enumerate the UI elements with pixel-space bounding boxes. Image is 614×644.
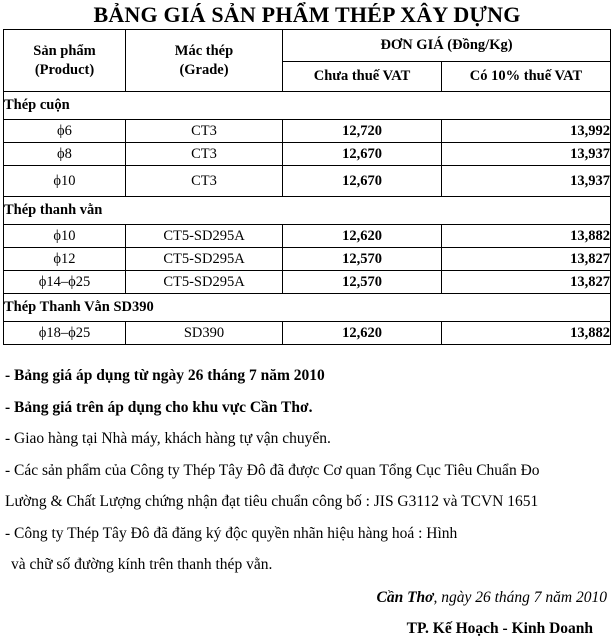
- cell-grade: SD390: [126, 322, 283, 345]
- note-certification: - Các sản phẩm của Công ty Thép Tây Đô đã được Cơ quan Tổng Cục Tiêu Chuẩn Đo: [5, 461, 540, 479]
- table-row: [4, 166, 611, 197]
- signature-block: [376, 582, 607, 644]
- cell-price-incl-vat: 13,937: [442, 166, 611, 197]
- cell-size: ϕ10: [4, 166, 126, 197]
- group-label: Thép Thanh Vằn SD390: [4, 294, 611, 322]
- notes-section: [5, 360, 605, 581]
- header-incl-vat: Có 10% thuế VAT: [442, 62, 611, 92]
- table-row: [4, 271, 611, 294]
- cell-grade: CT5-SD295A: [126, 225, 283, 248]
- price-table: [3, 29, 611, 345]
- cell-grade: CT3: [126, 166, 283, 197]
- table-row: [4, 143, 611, 166]
- cell-price-excl-vat: 12,570: [283, 271, 442, 294]
- cell-price-excl-vat: 12,720: [283, 120, 442, 143]
- document-title: BẢNG GIÁ SẢN PHẨM THÉP XÂY DỰNG: [93, 2, 521, 27]
- cell-price-excl-vat: 12,670: [283, 143, 442, 166]
- header-excl-vat: Chưa thuế VAT: [283, 62, 442, 92]
- cell-grade: CT5-SD295A: [126, 271, 283, 294]
- header-grade-label: Mác thép: [174, 42, 234, 59]
- cell-size: ϕ18–ϕ25: [4, 322, 126, 345]
- date-text: , ngày 26 tháng 7 năm 2010: [433, 589, 607, 606]
- cell-price-excl-vat: 12,620: [283, 225, 442, 248]
- cell-price-incl-vat: 13,827: [442, 271, 611, 294]
- cell-price-incl-vat: 13,882: [442, 322, 611, 345]
- note-certification-cont: Lường & Chất Lượng chứng nhận đạt tiêu chuẩn công bố : JIS G3112 và TCVN 1651: [5, 493, 539, 510]
- table-row: [4, 225, 611, 248]
- header-product-label-en: (Product): [34, 61, 95, 78]
- cell-size: ϕ14–ϕ25: [4, 271, 126, 294]
- cell-price-excl-vat: 12,620: [283, 322, 442, 345]
- place-date: [376, 582, 607, 613]
- table-row: [4, 120, 611, 143]
- table-row: [4, 248, 611, 271]
- cell-price-excl-vat: 12,570: [283, 248, 442, 271]
- table-row: [4, 322, 611, 345]
- cell-price-incl-vat: 13,937: [442, 143, 611, 166]
- header-grade-label-en: (Grade): [179, 61, 229, 78]
- cell-grade: CT3: [126, 143, 283, 166]
- header-product: [4, 30, 126, 92]
- note-delivery: - Giao hàng tại Nhà máy, khách hàng tự vận chuyển.: [5, 430, 331, 447]
- cell-size: ϕ10: [4, 225, 126, 248]
- note-trademark-cont: và chữ số đường kính trên thanh thép vằn.: [11, 556, 273, 573]
- cell-price-incl-vat: 13,992: [442, 120, 611, 143]
- place-name: Cần Thơ: [376, 589, 434, 606]
- group-label: Thép thanh vằn: [4, 197, 611, 225]
- cell-price-excl-vat: 12,670: [283, 166, 442, 197]
- cell-price-incl-vat: 13,827: [442, 248, 611, 271]
- cell-size: ϕ8: [4, 143, 126, 166]
- group-label: Thép cuộn: [4, 92, 611, 120]
- header-price: ĐƠN GIÁ (Đồng/Kg): [283, 30, 611, 62]
- cell-grade: CT5-SD295A: [126, 248, 283, 271]
- note-region: - Bảng giá trên áp dụng cho khu vực Cần Thơ.: [5, 398, 313, 416]
- cell-price-incl-vat: 13,882: [442, 225, 611, 248]
- group-row-thep-thanh-van-sd390: [4, 294, 611, 322]
- group-row-thep-thanh-van: [4, 197, 611, 225]
- group-row-thep-cuon: [4, 92, 611, 120]
- cell-size: ϕ12: [4, 248, 126, 271]
- cell-size: ϕ6: [4, 120, 126, 143]
- cell-grade: CT3: [126, 120, 283, 143]
- note-effective-date: - Bảng giá áp dụng từ ngày 26 tháng 7 năm 2010: [5, 367, 325, 384]
- department: TP. Kế Hoạch - Kinh Doanh: [406, 620, 593, 637]
- header-grade: [126, 30, 283, 92]
- table-header-row: [4, 30, 611, 62]
- header-product-label: Sản phẩm: [33, 42, 96, 59]
- note-trademark: - Công ty Thép Tây Đô đã đăng ký độc quyền nhãn hiệu hàng hoá : Hình: [5, 524, 458, 542]
